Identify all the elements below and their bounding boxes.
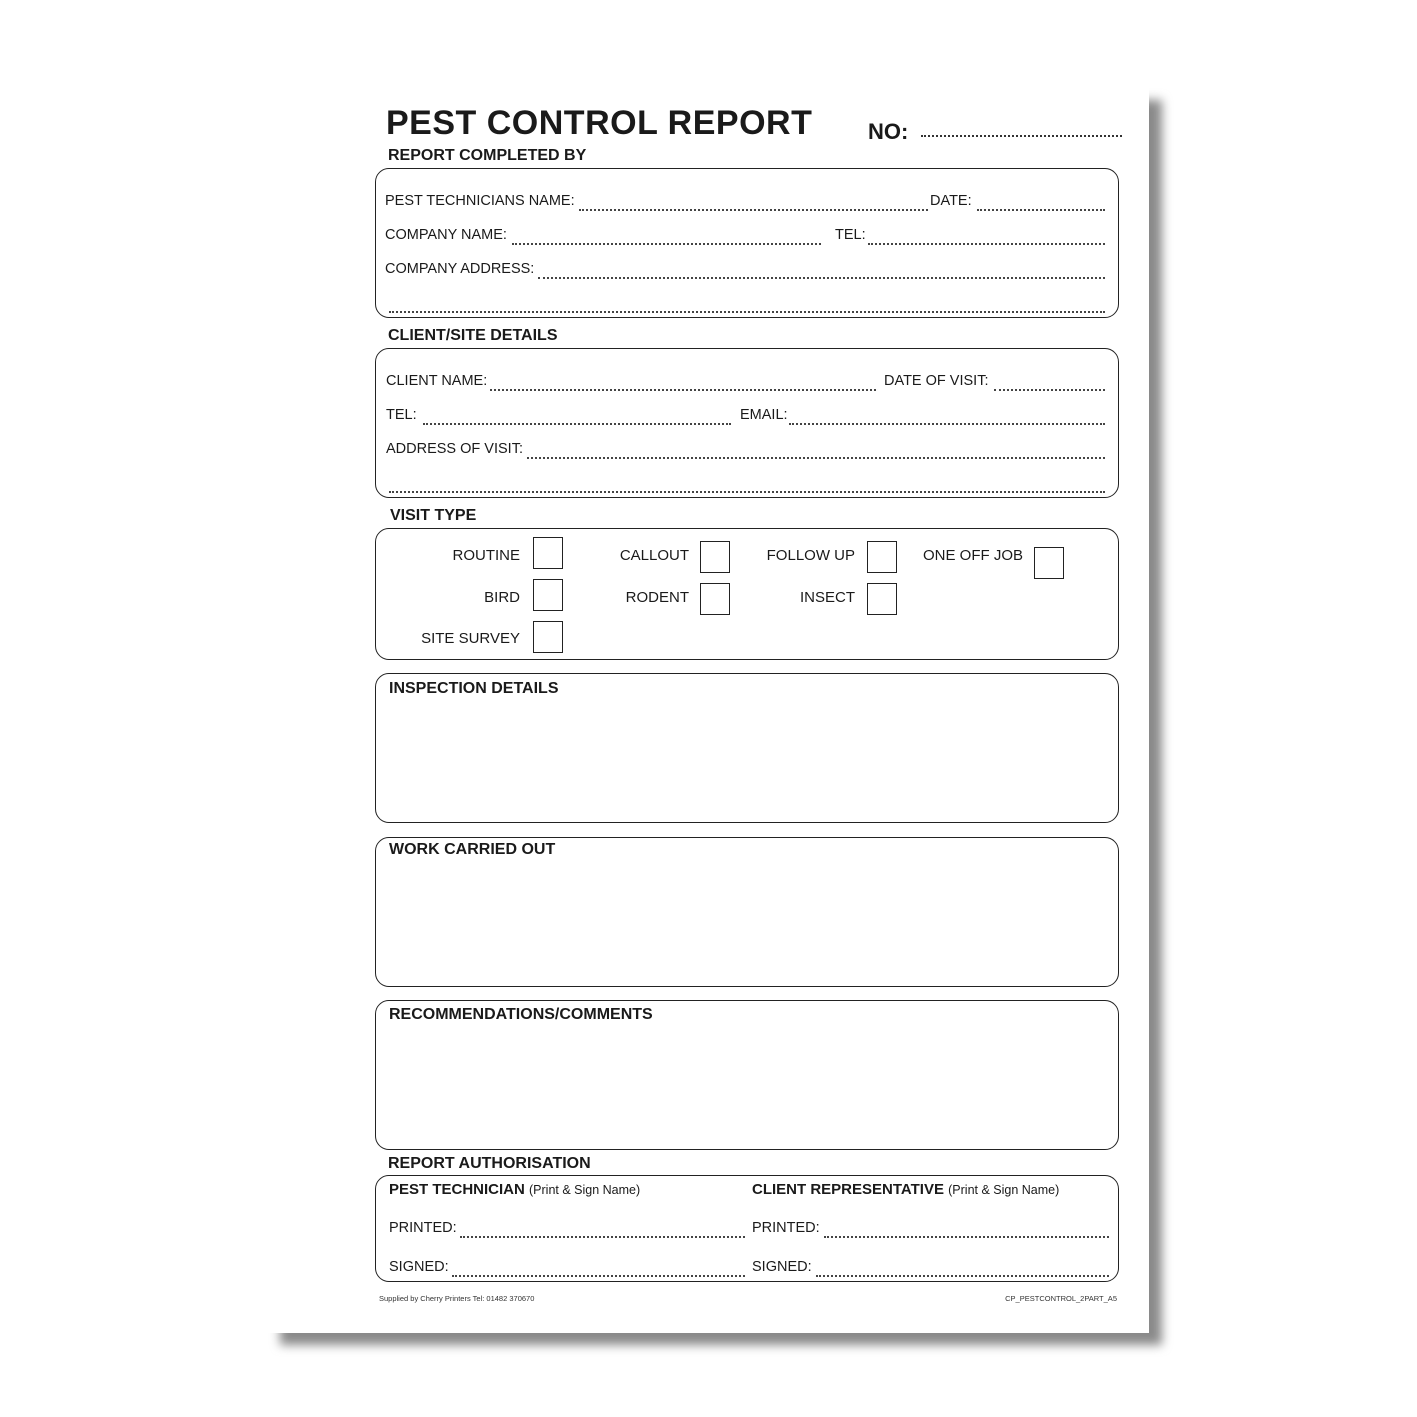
visit-type-insect-checkbox[interactable] [867,583,897,615]
email-label: EMAIL: [740,407,788,423]
client-site-box [375,348,1119,498]
technician-name-label: PEST TECHNICIANS NAME: [385,193,575,209]
visit-type-one-off-job-checkbox[interactable] [1034,547,1064,579]
client-signed-label: SIGNED: [752,1259,812,1275]
visit-type-site-survey-label: SITE SURVEY [421,630,520,647]
client-name-field[interactable] [490,389,876,391]
address-of-visit-label: ADDRESS OF VISIT: [386,441,523,457]
form-number-label: NO: [868,119,909,144]
email-field[interactable] [789,423,1105,425]
client-tel-label: TEL: [386,407,417,423]
visit-type-callout-label: CALLOUT [619,547,689,564]
work-carried-out-heading: WORK CARRIED OUT [389,841,556,858]
form-number-field[interactable] [921,135,1122,137]
date-field[interactable] [977,209,1105,211]
form-sheet [267,88,1149,1333]
client-print-sign-note: (Print & Sign Name) [948,1183,1060,1197]
visit-type-follow-up-checkbox[interactable] [867,541,897,573]
company-address-field[interactable] [538,277,1105,279]
technician-signed-label: SIGNED: [389,1259,449,1275]
client-signed-field[interactable] [816,1275,1109,1277]
technician-print-sign-note: (Print & Sign Name) [529,1183,641,1197]
visit-type-heading: VISIT TYPE [390,507,477,524]
footer-code: CP_PESTCONTROL_2PART_A5 [1005,1294,1117,1303]
client-auth-heading [752,1181,1059,1198]
visit-type-insect-label: INSECT [799,589,855,606]
footer-supplier: Supplied by Cherry Printers Tel: 01482 370670 [379,1294,535,1303]
technician-printed-field[interactable] [460,1236,745,1238]
visit-type-bird-label: BIRD [484,589,520,606]
visit-type-one-off-job-label: ONE OFF JOB [922,547,1023,564]
visit-type-follow-up-label: FOLLOW UP [766,547,855,564]
technician-auth-heading [389,1181,640,1198]
recommendations-box[interactable] [375,1000,1119,1150]
report-completed-by-box [375,168,1119,318]
visit-type-routine-checkbox[interactable] [533,537,563,569]
report-authorisation-heading: REPORT AUTHORISATION [388,1155,591,1172]
technician-auth-title: PEST TECHNICIAN [389,1181,525,1198]
work-carried-out-box[interactable] [375,837,1119,987]
company-name-label: COMPANY NAME: [385,227,507,243]
company-address-line-2[interactable] [389,311,1105,313]
inspection-details-box[interactable] [375,673,1119,823]
visit-type-rodent-label: RODENT [625,589,689,606]
client-site-heading: CLIENT/SITE DETAILS [388,327,558,344]
technician-signed-field[interactable] [452,1275,745,1277]
inspection-details-heading: INSPECTION DETAILS [389,680,559,697]
visit-type-bird-checkbox[interactable] [533,579,563,611]
company-tel-label: TEL: [835,227,866,243]
client-printed-field[interactable] [824,1236,1109,1238]
company-name-field[interactable] [512,243,821,245]
date-label: DATE: [930,193,972,209]
client-tel-field[interactable] [423,423,731,425]
form-title: PEST CONTROL REPORT [386,104,813,142]
visit-type-callout-checkbox[interactable] [700,541,730,573]
company-tel-field[interactable] [868,243,1105,245]
client-auth-title: CLIENT REPRESENTATIVE [752,1181,944,1198]
visit-type-site-survey-checkbox[interactable] [533,621,563,653]
recommendations-heading: RECOMMENDATIONS/COMMENTS [389,1006,653,1023]
technician-printed-label: PRINTED: [389,1220,457,1236]
visit-type-box [375,528,1119,660]
report-completed-by-heading: REPORT COMPLETED BY [388,147,587,164]
address-of-visit-field[interactable] [527,457,1105,459]
visit-type-rodent-checkbox[interactable] [700,583,730,615]
date-of-visit-field[interactable] [994,389,1105,391]
visit-type-routine-label: ROUTINE [452,547,520,564]
client-name-label: CLIENT NAME: [386,373,488,389]
report-authorisation-box [375,1175,1119,1282]
address-of-visit-line-2[interactable] [389,491,1105,493]
date-of-visit-label: DATE OF VISIT: [884,373,989,389]
technician-name-field[interactable] [579,209,928,211]
company-address-label: COMPANY ADDRESS: [385,261,535,277]
client-printed-label: PRINTED: [752,1220,820,1236]
